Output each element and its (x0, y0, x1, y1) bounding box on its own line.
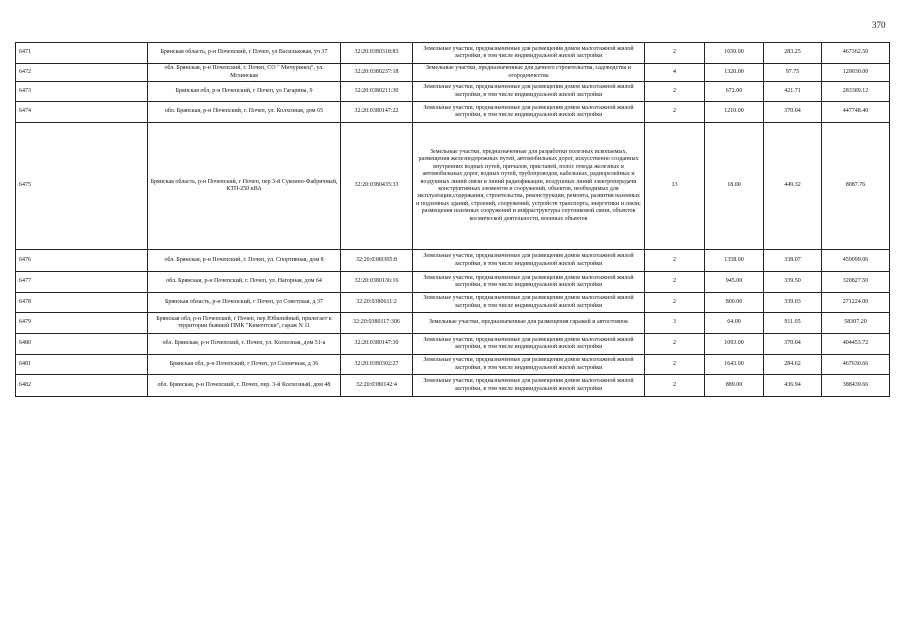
address-cell: обл. Брянская, р-н Почепский, г. Почеп, ул. Колхозная, дом 65 (148, 102, 341, 123)
row-number: 6473 (16, 82, 148, 102)
cadastral-value-cell: 467362.50 (822, 43, 890, 64)
cadastral-number-cell: 32:20:0380211:30 (341, 82, 413, 102)
table-row (16, 43, 890, 64)
group-number-cell: 4 (645, 64, 705, 82)
table-row (16, 64, 890, 82)
cadastral-number-cell: 32:20:0380147:30 (341, 334, 413, 355)
table-row (16, 82, 890, 102)
specific-value-cell: 421.71 (764, 82, 822, 102)
specific-value-cell: 339.03 (764, 293, 822, 313)
group-number-cell: 2 (645, 250, 705, 272)
cadastral-number-cell: 32:20:0380302:27 (341, 355, 413, 375)
area-cell: 1358.00 (705, 250, 764, 272)
land-use-cell: Земельные участки, предназначенные для размещения домов малоэтажной жилой застройки, в том числе индивидуальной жилой застройки (413, 82, 645, 102)
cadastral-value-cell: 447748.40 (822, 102, 890, 123)
cadastral-value-cell: 320827.50 (822, 272, 890, 293)
group-number-cell: 2 (645, 334, 705, 355)
area-cell: 1210.00 (705, 102, 764, 123)
cadastral-number-cell: 32:20:0380435:33 (341, 123, 413, 250)
table-row (16, 102, 890, 123)
cadastral-number-cell: 32:20:0380611:2 (341, 293, 413, 313)
specific-value-cell: 911.05 (764, 313, 822, 334)
cadastral-value-cell: 388439.66 (822, 375, 890, 397)
page-number: 370 (872, 20, 886, 30)
area-cell: 1093.00 (705, 334, 764, 355)
cadastral-number-cell: 32:20:0380117:306 (341, 313, 413, 334)
land-use-cell: Земельные участки, предназначенные для размещения домов малоэтажной жилой застройки, в том числе индивидуальной жилой застройки (413, 375, 645, 397)
row-number: 6474 (16, 102, 148, 123)
row-number: 6479 (16, 313, 148, 334)
address-cell: Брянская область, р-н Почепский, г Почеп, ул Советская, д 37 (148, 293, 341, 313)
land-use-cell: Земельные участки, предназначенные для размещения домов малоэтажной жилой застройки, в том числе индивидуальной жилой застройки (413, 334, 645, 355)
address-cell: Брянская обл, р-н Почепский, г Почеп, пер Юбилейный, прилегает к территории бывшей ПМК "Кимочтски", гараж N 11 (148, 313, 341, 334)
specific-value-cell: 339.50 (764, 272, 822, 293)
area-cell: 18.00 (705, 123, 764, 250)
specific-value-cell: 338.07 (764, 250, 822, 272)
area-cell: 1650.00 (705, 43, 764, 64)
table-row (16, 375, 890, 397)
address-cell: обл. Брянская, р-н Почепский, г. Почеп, пер. 3-й Колхозный, дом 48 (148, 375, 341, 397)
land-use-cell: Земельные участки, предназначенные для размещения домов малоэтажной жилой застройки, в том числе индивидуальной жилой застройки (413, 293, 645, 313)
specific-value-cell: 284.62 (764, 355, 822, 375)
land-use-cell: Земельные участки, предназначенные для размещения домов малоэтажной жилой застройки, в том числе индивидуальной жилой застройки (413, 355, 645, 375)
cadastral-number-cell: 32:20:0380142:4 (341, 375, 413, 397)
area-cell: 945.00 (705, 272, 764, 293)
specific-value-cell: 449.32 (764, 123, 822, 250)
table-row (16, 250, 890, 272)
group-number-cell: 2 (645, 82, 705, 102)
land-use-cell: Земельные участки, предназначенные для размещения домов малоэтажной жилой застройки, в том числе индивидуальной жилой застройки (413, 272, 645, 293)
area-cell: 889.00 (705, 375, 764, 397)
land-use-cell: Земельные участки, предназначенные для размещения гаражей и автостоянок (413, 313, 645, 334)
table-row (16, 272, 890, 293)
area-cell: 1320.00 (705, 64, 764, 82)
area-cell: 64.00 (705, 313, 764, 334)
cadastral-number-cell: 32:20:0380318:83 (341, 43, 413, 64)
group-number-cell: 2 (645, 102, 705, 123)
row-number: 6477 (16, 272, 148, 293)
area-cell: 800.00 (705, 293, 764, 313)
group-number-cell: 13 (645, 123, 705, 250)
address-cell: обл. Брянская, р-н Почепский, г. Почеп, ул. Спортивная, дом 8 (148, 250, 341, 272)
group-number-cell: 2 (645, 355, 705, 375)
table-row (16, 123, 890, 250)
specific-value-cell: 283.25 (764, 43, 822, 64)
cadastral-value-cell: 129030.00 (822, 64, 890, 82)
cadastral-number-cell: 32:20:0380147:22 (341, 102, 413, 123)
address-cell: Брянская обл, р-н Почепский, г Почеп, ул Солнечная, д 36 (148, 355, 341, 375)
group-number-cell: 2 (645, 375, 705, 397)
address-cell: Брянская обл, р-н Почепский, г Почеп, ул Гагарина, 9 (148, 82, 341, 102)
land-use-cell: Земельные участки, предназначенные для дачного строительства, садоводства и огородничества (413, 64, 645, 82)
row-number: 6475 (16, 123, 148, 250)
row-number: 6472 (16, 64, 148, 82)
cadastral-number-cell: 32:20:0380305:8 (341, 250, 413, 272)
table-row (16, 355, 890, 375)
specific-value-cell: 97.75 (764, 64, 822, 82)
row-number: 6480 (16, 334, 148, 355)
cadastral-value-cell: 404453.72 (822, 334, 890, 355)
land-use-cell: Земельные участки, предназначенные для размещения домов малоэтажной жилой застройки, в том числе индивидуальной жилой застройки (413, 102, 645, 123)
cadastral-value-cell: 271224.00 (822, 293, 890, 313)
cadastral-value-cell: 58307.20 (822, 313, 890, 334)
table-row (16, 313, 890, 334)
address-cell: обл. Брянская, р-н Почепский, г. Почеп, ул. Нагорная, дом 64 (148, 272, 341, 293)
land-use-cell: Земельные участки, предназначенные для размещения домов малоэтажной жилой застройки, в том числе индивидуальной жилой застройки (413, 250, 645, 272)
row-number: 6471 (16, 43, 148, 64)
cadastral-value-table (15, 42, 890, 397)
specific-value-cell: 370.04 (764, 102, 822, 123)
specific-value-cell: 370.04 (764, 334, 822, 355)
cadastral-number-cell: 32:20:0380237:18 (341, 64, 413, 82)
area-cell: 1643.00 (705, 355, 764, 375)
row-number: 6478 (16, 293, 148, 313)
land-use-cell: Земельные участки, предназначенные для разработки полезных ископаемых, размещения железнодорожных путей, автомобильных дорог, искусственно созданных внутренних водных путей, причалов, пристаней, полос отвода железных и автомобильных дорог, водных путей, трубопроводов, кабельных, радиорелейных и воздушных линий связи и линий радиофикации, воздушных линий электропередачи конструктивных элементов и сооружений, объектов, необходимых для эксплуатации,содержания, строительства, реконструкции, ремонта, развития наземных и подземных зданий, строений, сооружений, устройств транспорта, энергетики и связи; размещения наземных сооружений и инфраструктуры спутниковой связи, объектов космической деятельности, военных объектов (413, 123, 645, 250)
address-cell: обл. Брянская, р-н Почепский, г. Почеп, ул. Колхозная, дом 51-а (148, 334, 341, 355)
area-cell: 672.00 (705, 82, 764, 102)
cadastral-value-cell: 283389.12 (822, 82, 890, 102)
row-number: 6476 (16, 250, 148, 272)
specific-value-cell: 436.94 (764, 375, 822, 397)
table-row (16, 293, 890, 313)
group-number-cell: 2 (645, 43, 705, 64)
group-number-cell: 2 (645, 272, 705, 293)
cadastral-value-cell: 8087.76 (822, 123, 890, 250)
group-number-cell: 2 (645, 293, 705, 313)
row-number: 6482 (16, 375, 148, 397)
land-use-cell: Земельные участки, предназначенные для размещения домов малоэтажной жилой застройки, в том числе индивидуальной жилой застройки (413, 43, 645, 64)
address-cell: Брянская область, р-н Почепский, г Почеп, пер 3-й Суконно-Фабричный, КТП-250 кВА (148, 123, 341, 250)
address-cell: обл. Брянская, р-н Почепский, г. Почеп, СО " Мичуринец", ул. Мглинская (148, 64, 341, 82)
cadastral-number-cell: 32:20:0380136:16 (341, 272, 413, 293)
row-number: 6481 (16, 355, 148, 375)
address-cell: Брянская область, р-н Почепский, г Почеп, ул Васильковая, уч 37 (148, 43, 341, 64)
table-row (16, 334, 890, 355)
cadastral-value-cell: 459099.06 (822, 250, 890, 272)
cadastral-value-cell: 467630.66 (822, 355, 890, 375)
group-number-cell: 3 (645, 313, 705, 334)
table-body (16, 43, 890, 397)
